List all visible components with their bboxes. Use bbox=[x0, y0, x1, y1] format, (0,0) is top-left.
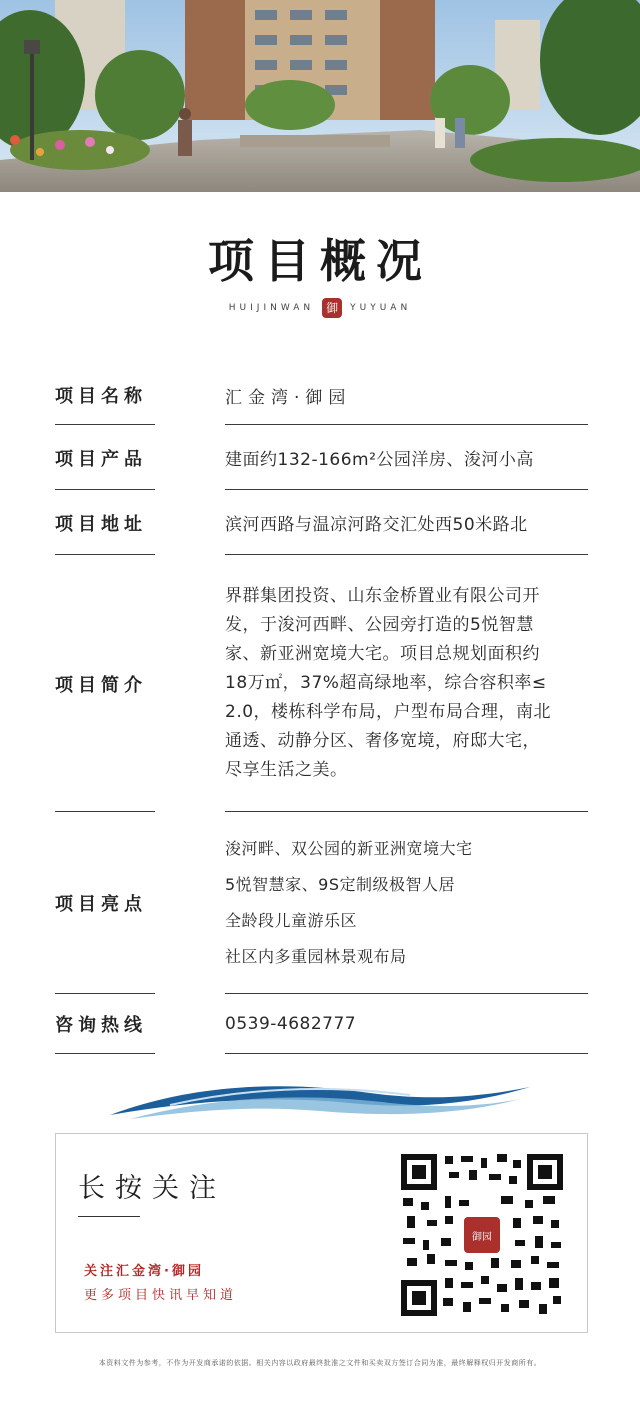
page-title: 项目概况 bbox=[208, 234, 432, 288]
info-label: 项目简介 bbox=[55, 674, 147, 696]
wave-decoration bbox=[110, 1075, 530, 1125]
info-label: 项目亮点 bbox=[55, 894, 147, 915]
intro-line: 尽享生活之美。 bbox=[225, 760, 348, 780]
more-news-text: 更多项目快讯早知道 bbox=[84, 1288, 238, 1303]
info-row-hotline bbox=[55, 994, 588, 1054]
intro-line: 2.0，楼栋科学布局，户型布局合理，南北 bbox=[225, 702, 552, 722]
highlight-item: 社区内多重园林景观布局 bbox=[225, 947, 407, 966]
info-value bbox=[225, 582, 588, 785]
intro-line: 18万㎡，37%超高绿地率，综合容积率≤ bbox=[225, 673, 547, 693]
info-row-highlights bbox=[55, 812, 588, 994]
info-value: 滨河西路与温凉河路交汇处西50米路北 bbox=[225, 515, 528, 535]
follow-text: 关注汇金湾·御园 bbox=[84, 1264, 204, 1279]
highlight-item: 5悦智慧家、9S定制级极智人居 bbox=[225, 875, 456, 894]
info-label: 咨询热线 bbox=[55, 1015, 147, 1036]
hero-illustration bbox=[0, 0, 640, 192]
info-label: 项目名称 bbox=[55, 386, 147, 407]
divider bbox=[78, 1216, 140, 1217]
highlight-item: 全龄段儿童游乐区 bbox=[225, 911, 358, 930]
qr-logo-text: 御园 bbox=[472, 1232, 492, 1243]
info-row-intro bbox=[55, 555, 588, 812]
hotline-number[interactable]: 0539-4682777 bbox=[225, 1014, 357, 1034]
subtitle bbox=[0, 298, 640, 318]
info-value: 汇金湾·御园 bbox=[225, 387, 352, 408]
info-row-product bbox=[55, 425, 588, 490]
info-value bbox=[225, 831, 588, 975]
info-label: 项目产品 bbox=[55, 448, 147, 470]
disclaimer: 本资料文件为参考，不作为开发商承诺的依据。相关内容以政府最终批准之文件和买卖双方签订合同为准，最终解释权归开发商所有。 bbox=[98, 1359, 542, 1367]
intro-line: 家、新亚洲宽境大宅。项目总规划面积约 bbox=[225, 644, 540, 664]
subtitle-right: YUYUAN bbox=[350, 303, 412, 313]
subtitle-left: HUIJINWAN bbox=[228, 303, 315, 313]
hero-image bbox=[0, 0, 640, 192]
info-value: 建面约132-166m²公园洋房、浚河小高 bbox=[225, 450, 534, 470]
project-info-table bbox=[55, 365, 588, 1054]
info-row-address bbox=[55, 490, 588, 555]
long-press-title: 长按关注 bbox=[78, 1173, 226, 1204]
divider bbox=[225, 1053, 588, 1054]
highlight-item: 浚河畔、双公园的新亚洲宽境大宅 bbox=[225, 839, 473, 858]
qr-code[interactable] bbox=[401, 1154, 563, 1316]
intro-line: 通透、动静分区、奢侈宽境，府邸大宅， bbox=[225, 731, 540, 751]
intro-line: 界群集团投资、山东金桥置业有限公司开 bbox=[225, 586, 540, 606]
intro-line: 发，于浚河西畔、公园旁打造的5悦智慧 bbox=[225, 615, 534, 635]
follow-card bbox=[55, 1133, 588, 1333]
info-label: 项目地址 bbox=[55, 513, 147, 535]
seal-icon: 御 bbox=[322, 298, 342, 318]
divider bbox=[55, 1053, 155, 1054]
info-row-name bbox=[55, 365, 588, 425]
